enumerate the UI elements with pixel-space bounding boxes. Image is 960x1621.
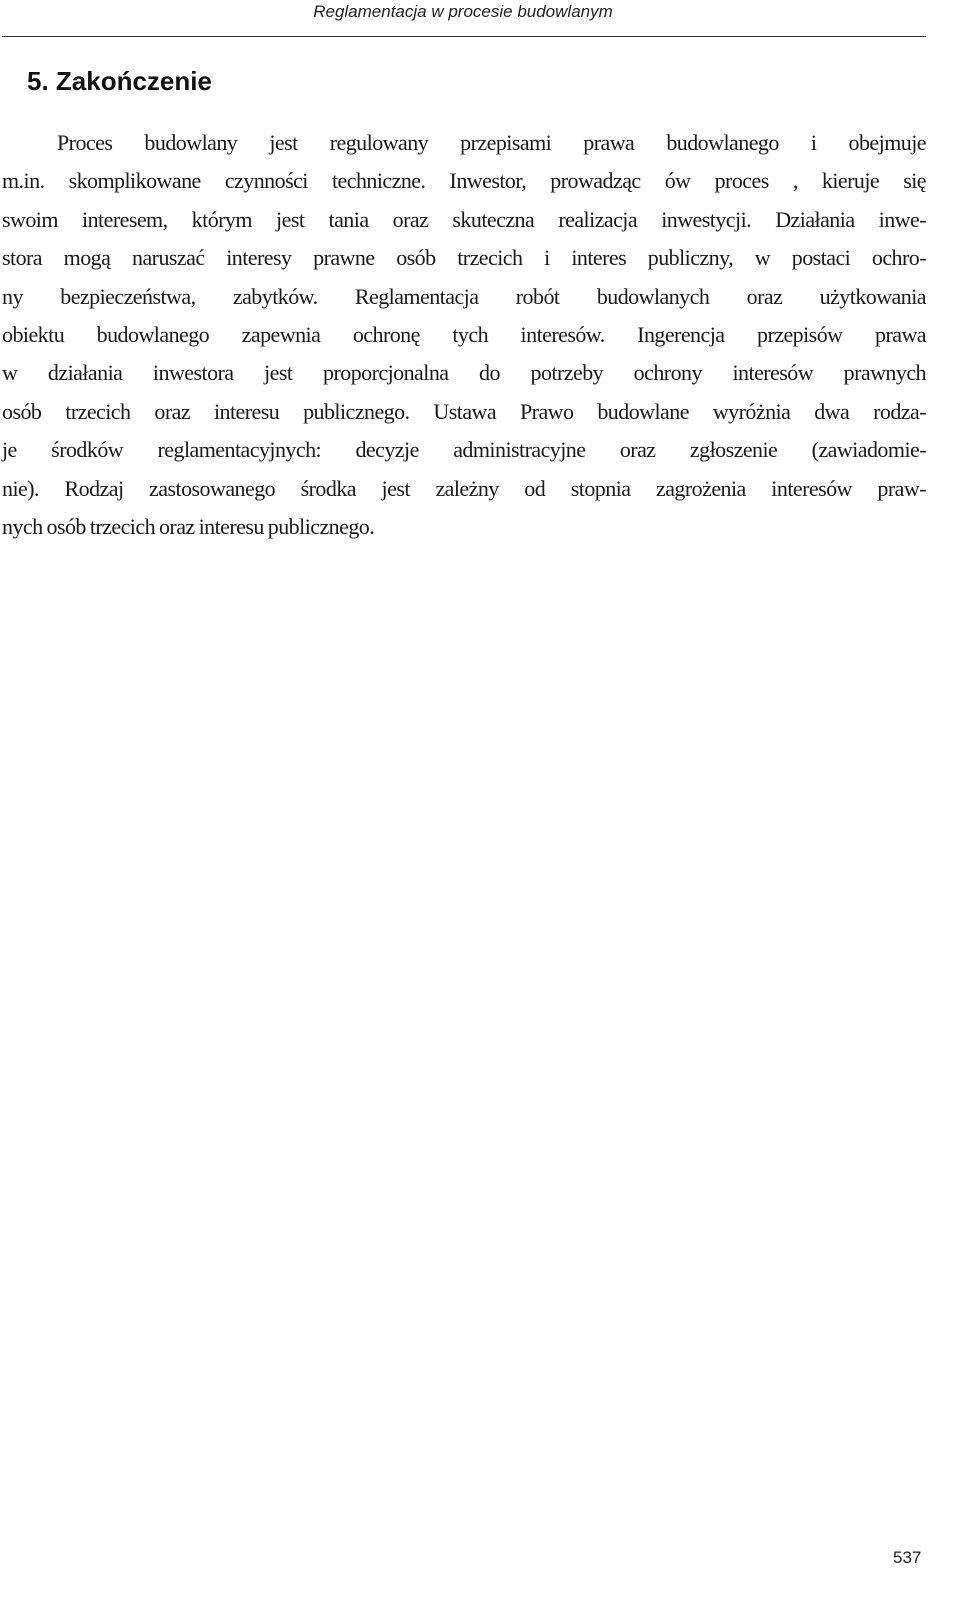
- page-number: 537: [893, 1548, 922, 1567]
- paragraph-line: nie). Rodzaj zastosowanego środka jest zależny od stopnia zagrożenia interesów praw-: [2, 475, 926, 501]
- paragraph-line: Proces budowlany jest regulowany przepisami prawa budowlanego i obejmuje: [57, 130, 926, 155]
- paragraph-line: w działania inwestora jest proporcjonalna do potrzeby ochrony interesów prawnych: [2, 360, 926, 386]
- paragraph-line: obiektu budowlanego zapewnia ochronę tych interesów. Ingerencja przepisów prawa: [2, 321, 926, 347]
- paragraph-line: swoim interesem, którym jest tania oraz skuteczna realizacja inwestycji. Działania inwe-: [2, 206, 926, 232]
- body-paragraph: [2, 124, 926, 546]
- paragraph-line: nych osób trzecich oraz interesu publicznego.: [2, 513, 375, 539]
- paragraph-line: ny bezpieczeństwa, zabytków. Reglamentacja robót budowlanych oraz użytkowania: [2, 283, 926, 309]
- paragraph-line: m.in. skomplikowane czynności techniczne. Inwestor, prowadząc ów proces , kieruje się: [2, 168, 926, 194]
- running-head: Reglamentacja w procesie budowlanym: [313, 2, 613, 21]
- section-heading: 5. Zakończenie: [27, 66, 212, 96]
- paragraph-line: osób trzecich oraz interesu publicznego. Ustawa Prawo budowlane wyróżnia dwa rodza-: [2, 398, 926, 424]
- header-rule: [2, 36, 926, 37]
- paragraph-line: je środków reglamentacyjnych: decyzje administracyjne oraz zgłoszenie (zawiadomie-: [2, 437, 926, 463]
- paragraph-line: stora mogą naruszać interesy prawne osób trzecich i interes publiczny, w postaci ochro-: [2, 245, 926, 271]
